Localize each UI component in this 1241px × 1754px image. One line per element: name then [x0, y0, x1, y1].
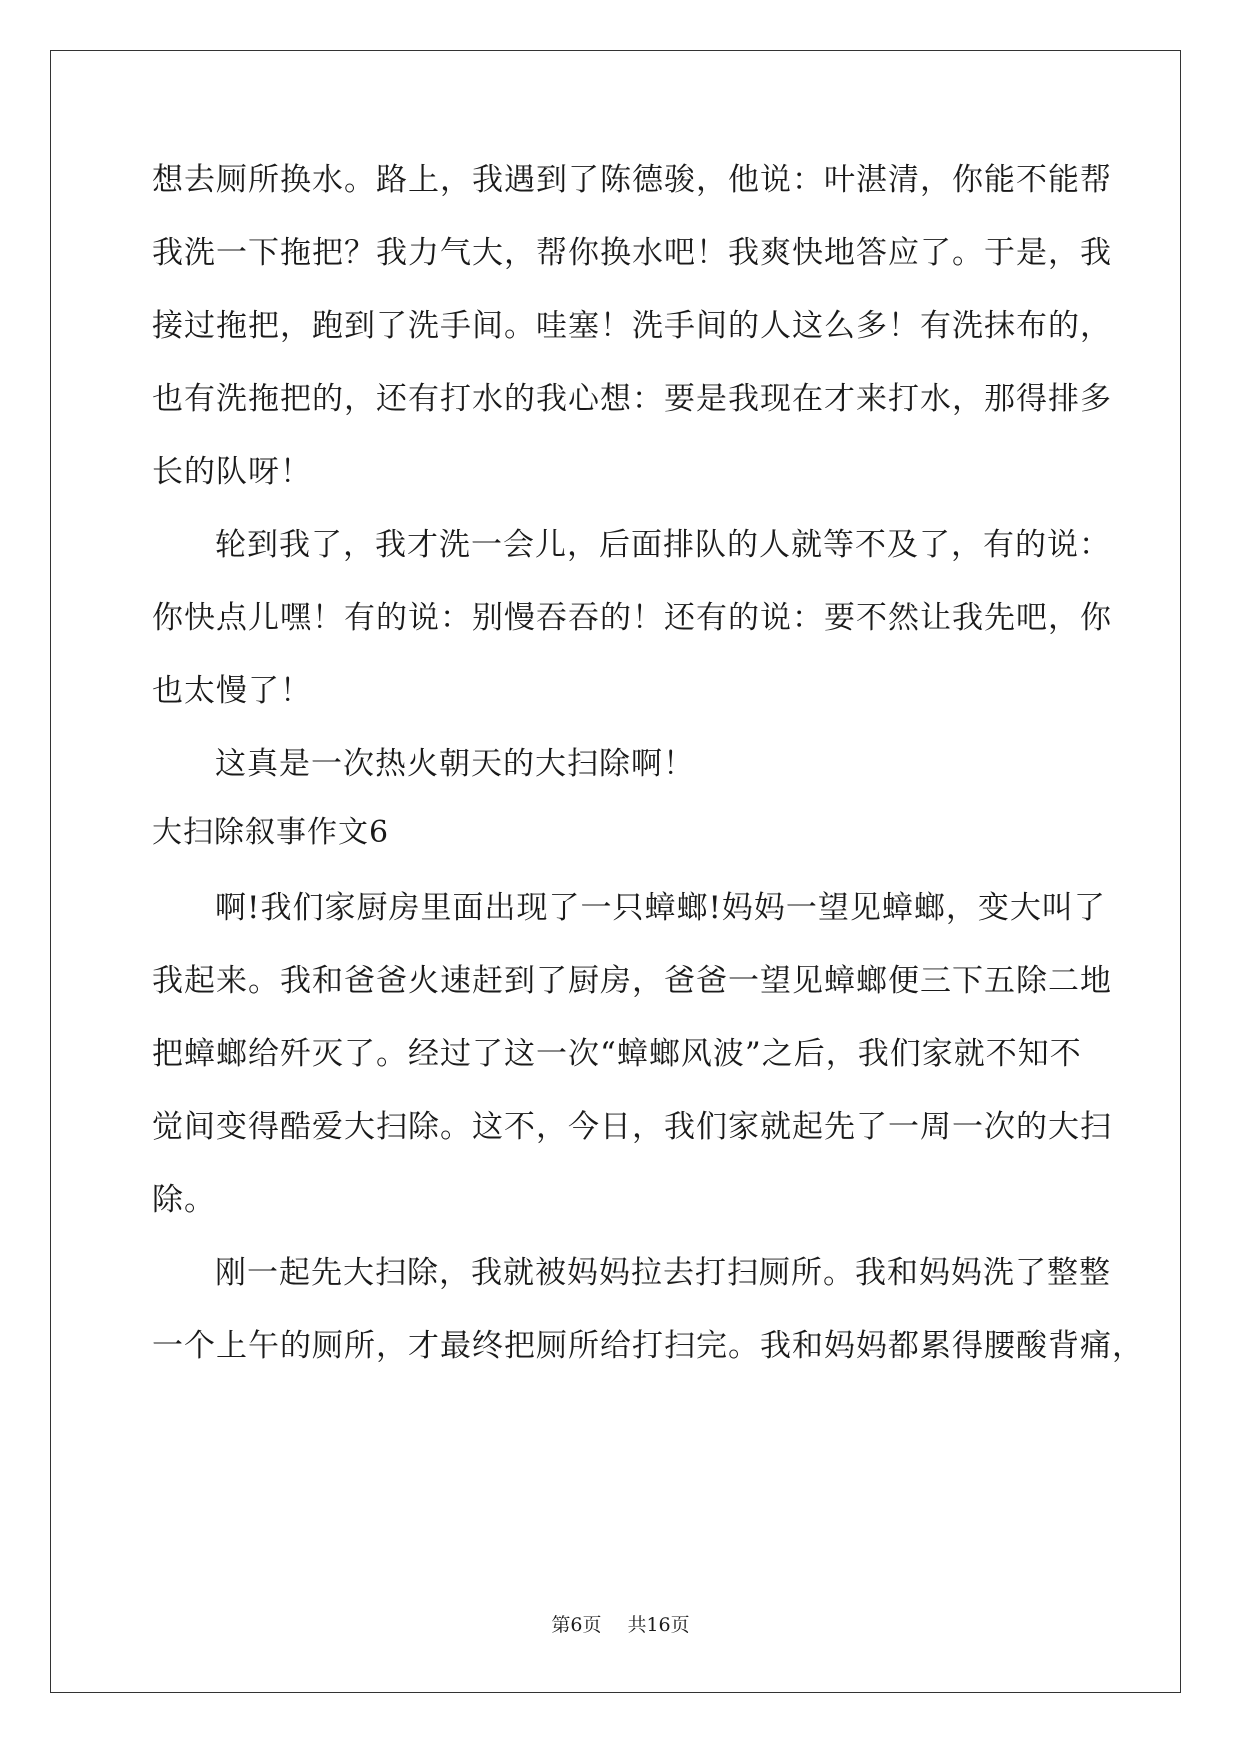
paragraph-start-line: 啊!我们家厨房里面出现了一只蟑螂!妈妈一望见蟑螂，变大叫了 [215, 890, 1106, 926]
text-line: 长的队呀！ [152, 454, 312, 490]
text-line: 觉间变得酷爱大扫除。这不，今日，我们家就起先了一周一次的大扫 [152, 1109, 1112, 1145]
total-pages: 共16页 [627, 1614, 690, 1636]
text-line: 把蟑螂给歼灭了。经过了这一次“蟑螂风波”之后，我们家就不知不 [152, 1036, 1082, 1072]
text-line: 也有洗拖把的，还有打水的我心想：要是我现在才来打水，那得排多 [152, 381, 1112, 417]
text-line: 我起来。我和爸爸火速赶到了厨房，爸爸一望见蟑螂便三下五除二地 [152, 963, 1112, 999]
paragraph-start-line: 这真是一次热火朝天的大扫除啊！ [215, 746, 695, 782]
text-line: 除。 [152, 1182, 216, 1218]
text-line: 一个上午的厕所，才最终把厕所给打扫完。我和妈妈都累得腰酸背痛， [152, 1328, 1144, 1364]
text-line: 接过拖把，跑到了洗手间。哇塞！洗手间的人这么多！有洗抹布的， [152, 308, 1112, 344]
text-line: 你快点儿嘿！有的说：别慢吞吞的！还有的说：要不然让我先吧，你 [152, 600, 1112, 636]
text-line: 想去厕所换水。路上，我遇到了陈德骏，他说：叶湛清，你能不能帮 [152, 162, 1112, 198]
section-heading: 大扫除叙事作文6 [152, 815, 390, 850]
text-line: 我洗一下拖把？我力气大，帮你换水吧！我爽快地答应了。于是，我 [152, 235, 1112, 271]
text-line: 也太慢了！ [152, 673, 312, 709]
paragraph-start-line: 刚一起先大扫除，我就被妈妈拉去打扫厕所。我和妈妈洗了整整 [215, 1255, 1111, 1291]
paragraph-start-line: 轮到我了，我才洗一会儿，后面排队的人就等不及了，有的说： [215, 527, 1111, 563]
page-border [50, 50, 1181, 1693]
page-number: 第6页 [551, 1614, 602, 1636]
page-footer [0, 1613, 1241, 1637]
